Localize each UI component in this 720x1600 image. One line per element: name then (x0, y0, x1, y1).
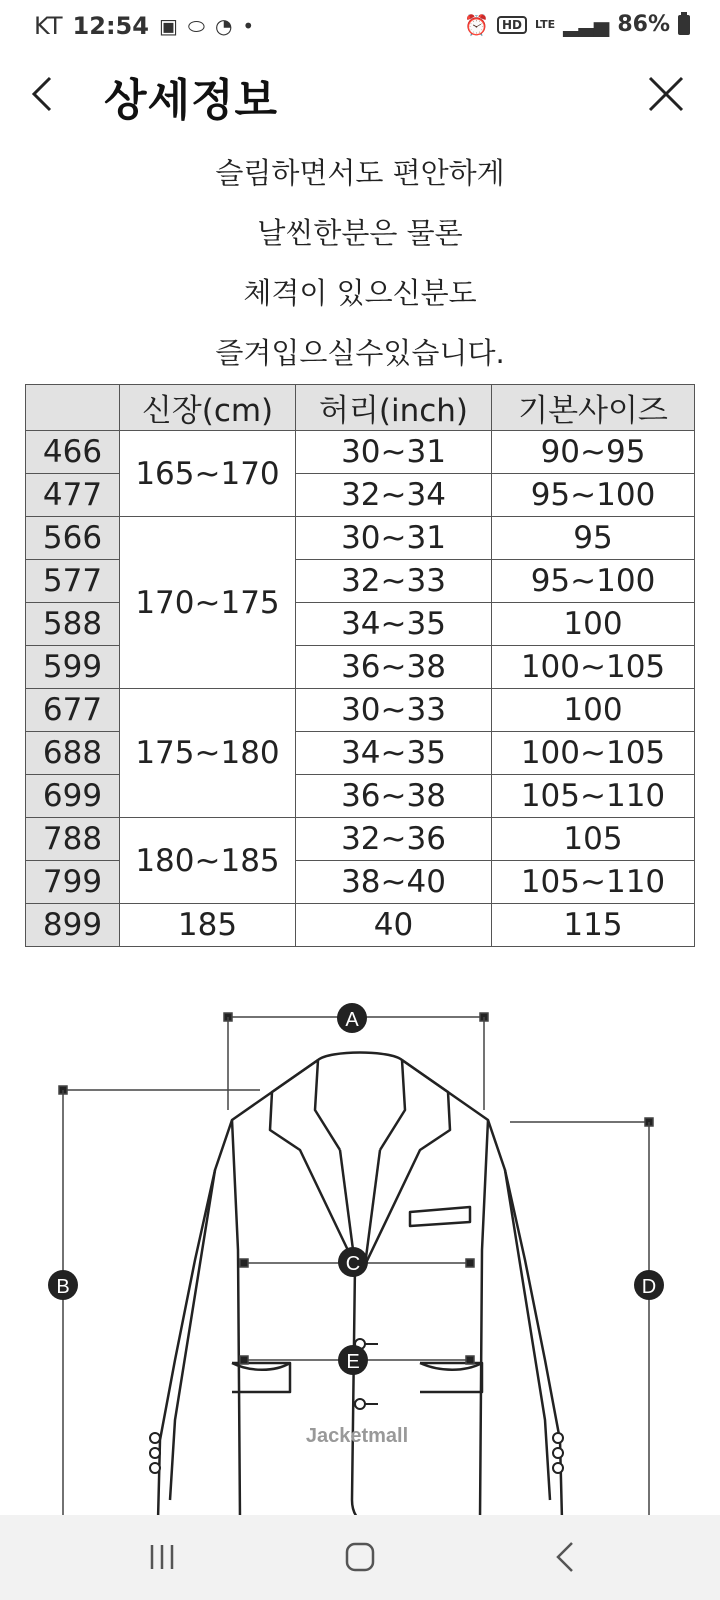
status-bar (0, 0, 720, 54)
back-arrow-icon (536, 1537, 596, 1577)
header-cell-waist: 허리(inch) (296, 385, 492, 431)
description-line: 즐겨입으실수있습니다. (215, 336, 505, 370)
recent-apps-button[interactable] (132, 1537, 192, 1577)
marker-b (48, 1270, 78, 1300)
base-size: 100 (492, 603, 695, 646)
size-code: 577 (26, 560, 120, 603)
gallery-icon: ▣ (158, 14, 178, 38)
marker-c-label: C (345, 1253, 361, 1275)
base-size: 105~110 (492, 775, 695, 818)
table-row (26, 904, 695, 947)
carrier-label: KT (34, 12, 63, 40)
close-icon (646, 74, 686, 114)
home-button[interactable] (330, 1537, 390, 1577)
size-code: 799 (26, 861, 120, 904)
base-size: 105~110 (492, 861, 695, 904)
base-size: 100~105 (492, 732, 695, 775)
marker-d (634, 1270, 664, 1300)
table-row (26, 818, 695, 861)
size-code: 477 (26, 474, 120, 517)
waist-range: 36~38 (296, 775, 492, 818)
waist-range: 30~31 (296, 517, 492, 560)
jacket-measurement-diagram (0, 1000, 720, 1520)
timer-icon: ◔ (214, 14, 233, 38)
table-header-row (26, 385, 695, 431)
height-range: 175~180 (120, 689, 296, 818)
waist-range: 40 (296, 904, 492, 947)
base-size: 95 (492, 517, 695, 560)
close-button[interactable] (646, 74, 686, 114)
marker-a (337, 1003, 367, 1033)
size-table (25, 384, 695, 947)
size-code: 899 (26, 904, 120, 947)
marker-b-label: B (56, 1276, 70, 1298)
page-title: 상세정보 (104, 75, 279, 126)
base-size: 100 (492, 689, 695, 732)
signal-icon: ▂▃▅ (563, 12, 610, 37)
size-code: 699 (26, 775, 120, 818)
size-code: 588 (26, 603, 120, 646)
system-nav-bar (0, 1515, 720, 1600)
size-code: 688 (26, 732, 120, 775)
marker-d-label: D (641, 1276, 657, 1298)
hd-icon: HD (497, 16, 527, 34)
page-header (0, 60, 720, 130)
description-line: 날씬한분은 물론 (257, 216, 463, 250)
height-range: 165~170 (120, 431, 296, 517)
product-description (0, 148, 720, 388)
height-range: 180~185 (120, 818, 296, 904)
table-row (26, 689, 695, 732)
back-button[interactable] (26, 72, 66, 116)
waist-range: 30~31 (296, 431, 492, 474)
waist-range: 34~35 (296, 603, 492, 646)
waist-range: 32~36 (296, 818, 492, 861)
header-cell-size: 기본사이즈 (492, 385, 695, 431)
base-size: 95~100 (492, 560, 695, 603)
waist-range: 32~33 (296, 560, 492, 603)
description-line: 체격이 있으신분도 (243, 276, 477, 310)
marker-c (338, 1247, 368, 1277)
size-code: 466 (26, 431, 120, 474)
battery-percent: 86% (617, 12, 670, 37)
recent-apps-icon (132, 1537, 192, 1577)
dot-icon: • (242, 14, 255, 38)
alarm-icon: ⏰ (464, 12, 489, 37)
table-row (26, 517, 695, 560)
clock: 12:54 (72, 12, 149, 40)
lte-icon: LTE (534, 18, 556, 31)
waist-range: 30~33 (296, 689, 492, 732)
back-nav-button[interactable] (536, 1537, 596, 1577)
size-code: 599 (26, 646, 120, 689)
status-left (34, 12, 254, 40)
waist-range: 36~38 (296, 646, 492, 689)
size-code: 677 (26, 689, 120, 732)
watermark: Jacketmall (305, 1425, 409, 1447)
home-icon (330, 1537, 390, 1577)
base-size: 115 (492, 904, 695, 947)
size-code: 788 (26, 818, 120, 861)
base-size: 95~100 (492, 474, 695, 517)
marker-a-label: A (345, 1009, 359, 1031)
height-range: 185 (120, 904, 296, 947)
status-right (464, 12, 690, 37)
height-range: 170~175 (120, 517, 296, 689)
table-row (26, 431, 695, 474)
waist-range: 32~34 (296, 474, 492, 517)
base-size: 105 (492, 818, 695, 861)
base-size: 90~95 (492, 431, 695, 474)
chevron-left-icon (26, 72, 66, 116)
size-code: 566 (26, 517, 120, 560)
marker-e (338, 1345, 368, 1375)
header-cell-code (26, 385, 120, 431)
marker-e-label: E (346, 1351, 360, 1373)
waist-range: 38~40 (296, 861, 492, 904)
header-cell-height: 신장(cm) (120, 385, 296, 431)
base-size: 100~105 (492, 646, 695, 689)
waist-range: 34~35 (296, 732, 492, 775)
pill-icon: ⬭ (187, 14, 205, 38)
battery-icon (678, 15, 690, 35)
description-line: 슬림하면서도 편안하게 (215, 156, 505, 190)
